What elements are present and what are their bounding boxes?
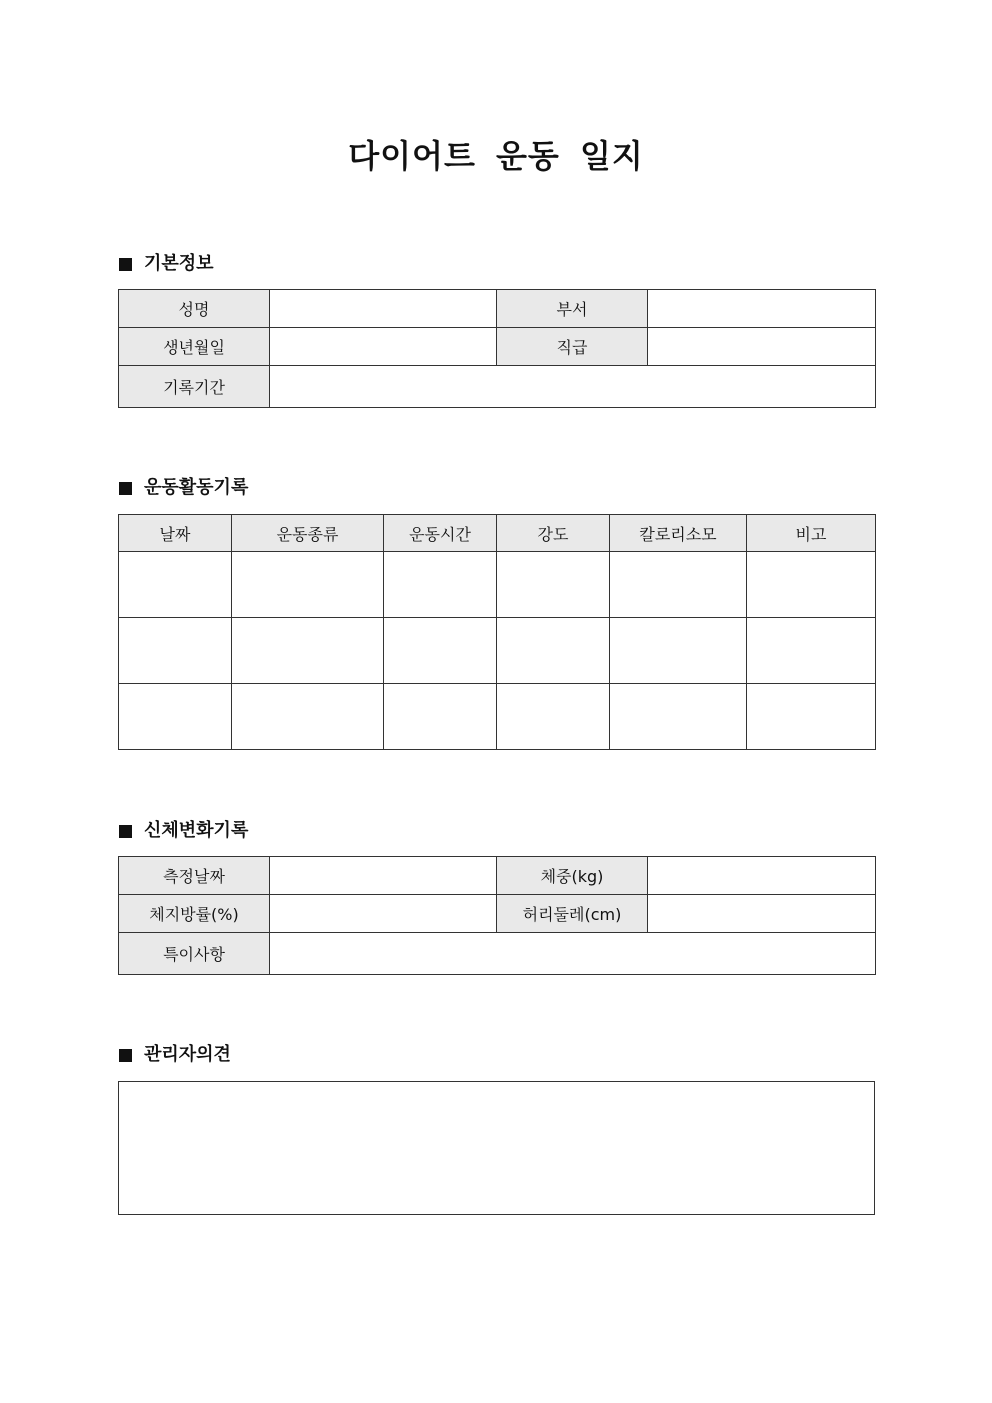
col-header-remarks: 비고 — [747, 515, 876, 552]
exercise-type-cell[interactable] — [232, 684, 384, 750]
remarks-cell[interactable] — [747, 552, 876, 618]
col-header-exercise-type: 운동종류 — [232, 515, 384, 552]
square-bullet-icon — [119, 482, 132, 495]
exercise-type-cell[interactable] — [232, 618, 384, 684]
birth-field[interactable] — [270, 328, 497, 366]
calories-cell[interactable] — [610, 552, 747, 618]
name-field[interactable] — [270, 290, 497, 328]
exercise-time-cell[interactable] — [384, 552, 497, 618]
page-title: 다이어트 운동 일지 — [348, 137, 644, 175]
manager-opinion-field[interactable] — [118, 1081, 875, 1215]
table-row — [119, 618, 876, 684]
exercise-type-cell[interactable] — [232, 552, 384, 618]
date-cell[interactable] — [119, 618, 232, 684]
notes-label: 특이사항 — [119, 933, 270, 975]
intensity-cell[interactable] — [497, 684, 610, 750]
remarks-cell[interactable] — [747, 684, 876, 750]
remarks-cell[interactable] — [747, 618, 876, 684]
square-bullet-icon — [119, 258, 132, 271]
intensity-cell[interactable] — [497, 618, 610, 684]
exercise-time-cell[interactable] — [384, 684, 497, 750]
table-row — [119, 328, 876, 366]
col-header-calories: 칼로리소모 — [610, 515, 747, 552]
weight-label: 체중(kg) — [497, 857, 648, 895]
table-row — [119, 933, 876, 975]
measure-date-field[interactable] — [270, 857, 497, 895]
period-field[interactable] — [270, 366, 876, 408]
body-change-heading — [119, 818, 248, 844]
col-header-date: 날짜 — [119, 515, 232, 552]
date-cell[interactable] — [119, 552, 232, 618]
square-bullet-icon — [119, 1049, 132, 1062]
calories-cell[interactable] — [610, 684, 747, 750]
dept-field[interactable] — [648, 290, 876, 328]
waist-label: 허리둘레(cm) — [497, 895, 648, 933]
exercise-log-heading-label: 운동활동기록 — [144, 477, 249, 498]
body-fat-label: 체지방률(%) — [119, 895, 270, 933]
table-row — [119, 857, 876, 895]
exercise-log-table — [118, 514, 876, 750]
calories-cell[interactable] — [610, 618, 747, 684]
table-row — [119, 290, 876, 328]
basic-info-heading — [119, 251, 214, 277]
dept-label: 부서 — [497, 290, 648, 328]
table-row — [119, 552, 876, 618]
table-row — [119, 895, 876, 933]
table-header-row — [119, 515, 876, 552]
basic-info-table — [118, 289, 876, 408]
date-cell[interactable] — [119, 684, 232, 750]
birth-label: 생년월일 — [119, 328, 270, 366]
col-header-intensity: 강도 — [497, 515, 610, 552]
col-header-exercise-time: 운동시간 — [384, 515, 497, 552]
manager-opinion-heading-label: 관리자의견 — [144, 1044, 231, 1065]
manager-opinion-heading — [119, 1042, 231, 1068]
weight-field[interactable] — [648, 857, 876, 895]
waist-field[interactable] — [648, 895, 876, 933]
measure-date-label: 측정날짜 — [119, 857, 270, 895]
name-label: 성명 — [119, 290, 270, 328]
body-change-table — [118, 856, 876, 975]
basic-info-heading-label: 기본정보 — [144, 253, 214, 274]
exercise-time-cell[interactable] — [384, 618, 497, 684]
table-row — [119, 366, 876, 408]
body-change-heading-label: 신체변화기록 — [144, 820, 249, 841]
position-field[interactable] — [648, 328, 876, 366]
exercise-log-heading — [119, 475, 248, 501]
notes-field[interactable] — [270, 933, 876, 975]
table-row — [119, 684, 876, 750]
intensity-cell[interactable] — [497, 552, 610, 618]
period-label: 기록기간 — [119, 366, 270, 408]
square-bullet-icon — [119, 825, 132, 838]
position-label: 직급 — [497, 328, 648, 366]
body-fat-field[interactable] — [270, 895, 497, 933]
